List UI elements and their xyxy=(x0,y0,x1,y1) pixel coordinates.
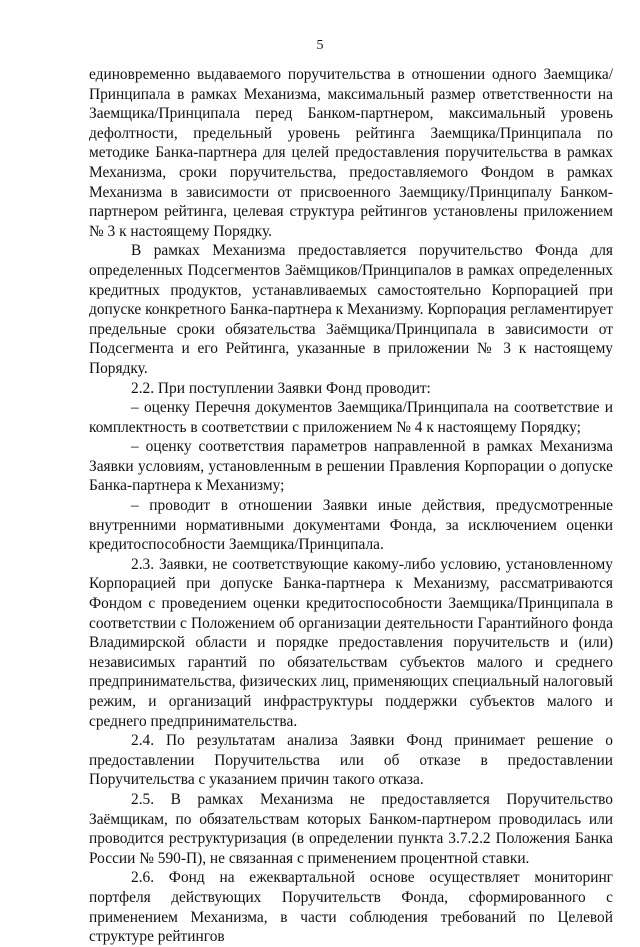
paragraph-2-5: 2.5. В рамках Механизма не предоставляется Поручительство Заёмщикам, по обязательствам которых Банком-партнером проводилась или проводится реструктуризация (в определении пункта 3.7.2.2 Положения Банка России № 590-П), не связанная с применением процентной ставки. xyxy=(89,790,613,867)
page-number: 5 xyxy=(316,38,324,53)
document-body xyxy=(89,65,613,947)
paragraph-2-4: 2.4. По результатам анализа Заявки Фонд принимает решение о предоставлении Поручительства или об отказе в предоставлении Поручительства с указанием причин такого отказа. xyxy=(89,732,613,789)
list-item-documents-check: – оценку Перечня документов Заемщика/Принципала на соответствие и комплектность в соответствии с приложением № 4 к настоящему Порядку; xyxy=(89,399,613,436)
list-item-other-actions: – проводит в отношении Заявки иные действия, предусмотренные внутренними нормативными документами Фонда, за исключением оценки кредитоспособности Заемщика/Принципала. xyxy=(89,497,613,554)
paragraph-2-2: 2.2. При поступлении Заявки Фонд проводит: xyxy=(131,379,431,397)
paragraph-continuation: единовременно выдаваемого поручительства в отношении одного Заемщика/Принципала в рамках Механизма, максимальный размер ответственности на Заемщика/Принципала перед Банком-партнером, максимальный уровень дефолтности, предельный уровень рейтинга Заемщика/Принципала по методике Банка-партнера для целей предоставления поручительства в рамках Механизма, сроки поручительства, предоставляемого Фондом в рамках Механизма в зависимости от присвоенного Заемщику/Принципалу Банком-партнером рейтинга, целевая структура рейтингов установлены приложением № 3 к настоящему Порядку. xyxy=(89,66,613,240)
paragraph-2-6: 2.6. Фонд на ежеквартальной основе осуществляет мониторинг портфеля действующих Поручительств Фонда, сформированного с применением Механизма, в части соблюдения требований по Целевой структуре рейтингов xyxy=(89,869,613,946)
paragraph-mechanism-guarantee: В рамках Механизма предоставляется поручительство Фонда для определенных Подсегментов Заёмщиков/Принципалов в рамках определенных кредитных продуктов, устанавливаемых самостоятельно Корпорацией при допуске конкретного Банка-партнера к Механизму. Корпорация регламентирует предельные сроки обязательства Заёмщика/Принципала в зависимости от Подсегмента и его Рейтинга, указанные в приложении № 3 к настоящему Порядку. xyxy=(89,242,613,377)
paragraph-2-3: 2.3. Заявки, не соответствующие какому-либо условию, установленному Корпорацией при допуске Банка-партнера к Механизму, рассматриваются Фондом с проведением оценки кредитоспособности Заемщика/Принципала в соответствии с Положением об организации деятельности Гарантийного фонда Владимирской области и порядке предоставления поручительств и (или) независимых гарантий по обязательствам субъектов малого и среднего предпринимательства, физических лиц, применяющих специальный налоговый режим, и организаций инфраструктуры поддержки субъектов малого и среднего предпринимательства. xyxy=(89,555,613,730)
list-item-parameters-check: – оценку соответствия параметров направленной в рамках Механизма Заявки условиям, установленным в решении Правления Корпорации о допуске Банка-партнера к Механизму; xyxy=(89,438,613,495)
